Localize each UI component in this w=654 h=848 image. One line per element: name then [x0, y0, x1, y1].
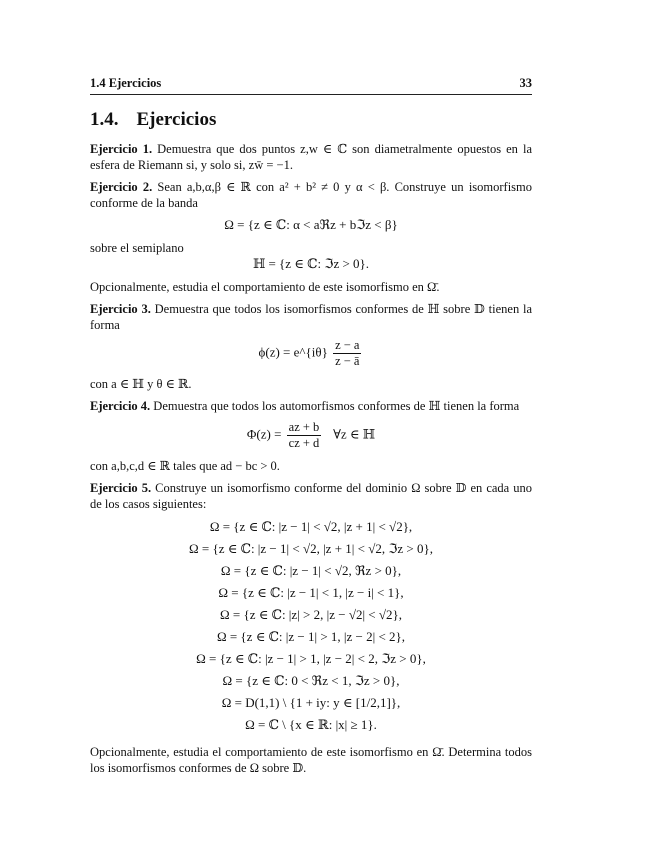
- exercise-3: [90, 301, 532, 333]
- case-item: Ω = ℂ \ {x ∈ ℝ: |x| ≥ 1}.: [245, 717, 377, 732]
- exercise-3-formula: [90, 338, 532, 369]
- case-item: Ω = {z ∈ ℂ: |z − 1| < 1, |z − i| < 1},: [218, 585, 404, 600]
- exercise-3-label: Ejercicio 3.: [90, 302, 151, 316]
- exercise-3-denominator: z − ā: [335, 354, 360, 368]
- header-section: 1.4 Ejercicios: [90, 76, 162, 90]
- exercise-5-label: Ejercicio 5.: [90, 481, 152, 495]
- running-header: [90, 76, 532, 95]
- case-item: Ω = {z ∈ ℂ: |z − 1| > 1, |z − 2| < 2},: [216, 629, 406, 644]
- section-title: Ejercicios: [136, 109, 217, 130]
- exercise-2-between: sobre el semiplano: [90, 241, 184, 255]
- section-heading: [90, 109, 532, 131]
- case-item: Ω = {z ∈ ℂ: |z − 1| > 1, |z − 2| < 2, ℑz > 0},: [196, 651, 426, 666]
- exercise-4: [90, 398, 532, 414]
- page: [90, 76, 532, 782]
- exercise-2-strip-formula: Ω = {z ∈ ℂ: α < aℜz + bℑz < β}: [224, 217, 398, 232]
- case-item: Ω = {z ∈ ℂ: 0 < ℜz < 1, ℑz > 0},: [222, 673, 400, 688]
- exercise-4-label: Ejercicio 4.: [90, 399, 151, 413]
- exercise-1-label: Ejercicio 1.: [90, 142, 153, 156]
- exercise-5-after: Opcionalmente, estudia el comportamiento de este isomorfismo en Ω̄. Determina todos los isomorfismos conformes de Ω sobre 𝔻.: [90, 745, 532, 775]
- case-item: Ω = D(1,1) \ {1 + iy: y ∈ [1/2,1]},: [221, 695, 401, 710]
- exercise-2-label: Ejercicio 2.: [90, 180, 153, 194]
- exercise-2: [90, 179, 532, 211]
- header-page-number: 33: [519, 76, 532, 90]
- exercise-5-text: Construye un isomorfismo conforme del dominio Ω sobre 𝔻 en cada uno de los casos siguientes:: [90, 481, 533, 511]
- exercise-3-numerator: z − a: [335, 338, 360, 352]
- exercise-3-fraction: [333, 338, 361, 369]
- exercise-4-denominator: cz + d: [288, 436, 320, 450]
- exercise-2-text: Sean a,b,α,β ∈ ℝ con a² + b² ≠ 0 y α < β. Construye un isomorfismo conforme de la banda: [90, 180, 533, 210]
- exercise-4-fraction: [287, 420, 322, 451]
- case-item: Ω = {z ∈ ℂ: |z − 1| < √2, |z + 1| < √2, ℑz > 0},: [188, 541, 434, 556]
- exercise-1-text: Demuestra que dos puntos z,w ∈ ℂ son diametralmente opuestos en la esfera de Riemann si, y solo si, zw̄ = −1.: [90, 142, 532, 172]
- case-item: Ω = {z ∈ ℂ: |z − 1| < √2, ℜz > 0},: [220, 563, 402, 578]
- case-item: Ω = {z ∈ ℂ: |z − 1| < √2, |z + 1| < √2},: [209, 519, 413, 534]
- exercise-3-text: Demuestra que todos los isomorfismos conformes de ℍ sobre 𝔻 tienen la forma: [90, 302, 533, 332]
- section-number: 1.4.: [90, 109, 119, 130]
- exercise-3-after: con a ∈ ℍ y θ ∈ ℝ.: [90, 377, 192, 391]
- exercise-5-cases: [90, 516, 532, 736]
- exercise-5: [90, 480, 532, 512]
- case-item: Ω = {z ∈ ℂ: |z| > 2, |z − √2| < √2},: [219, 607, 403, 622]
- exercise-1: [90, 141, 532, 173]
- exercise-4-rhs: ∀z ∈ ℍ: [333, 426, 376, 442]
- exercise-4-after: con a,b,c,d ∈ ℝ tales que ad − bc > 0.: [90, 459, 280, 473]
- exercise-4-formula: [90, 420, 532, 451]
- exercise-4-text: Demuestra que todos los automorfismos conformes de ℍ tienen la forma: [153, 399, 520, 413]
- exercise-4-lhs: Φ(z) =: [246, 426, 282, 442]
- exercise-2-halfplane-formula: ℍ = {z ∈ ℂ: ℑz > 0}.: [252, 256, 370, 271]
- exercise-4-numerator: az + b: [288, 420, 320, 434]
- exercise-3-lhs: ϕ(z) = e^{iθ}: [258, 344, 328, 360]
- exercise-2-after: Opcionalmente, estudia el comportamiento de este isomorfismo en Ω̄.: [90, 280, 440, 294]
